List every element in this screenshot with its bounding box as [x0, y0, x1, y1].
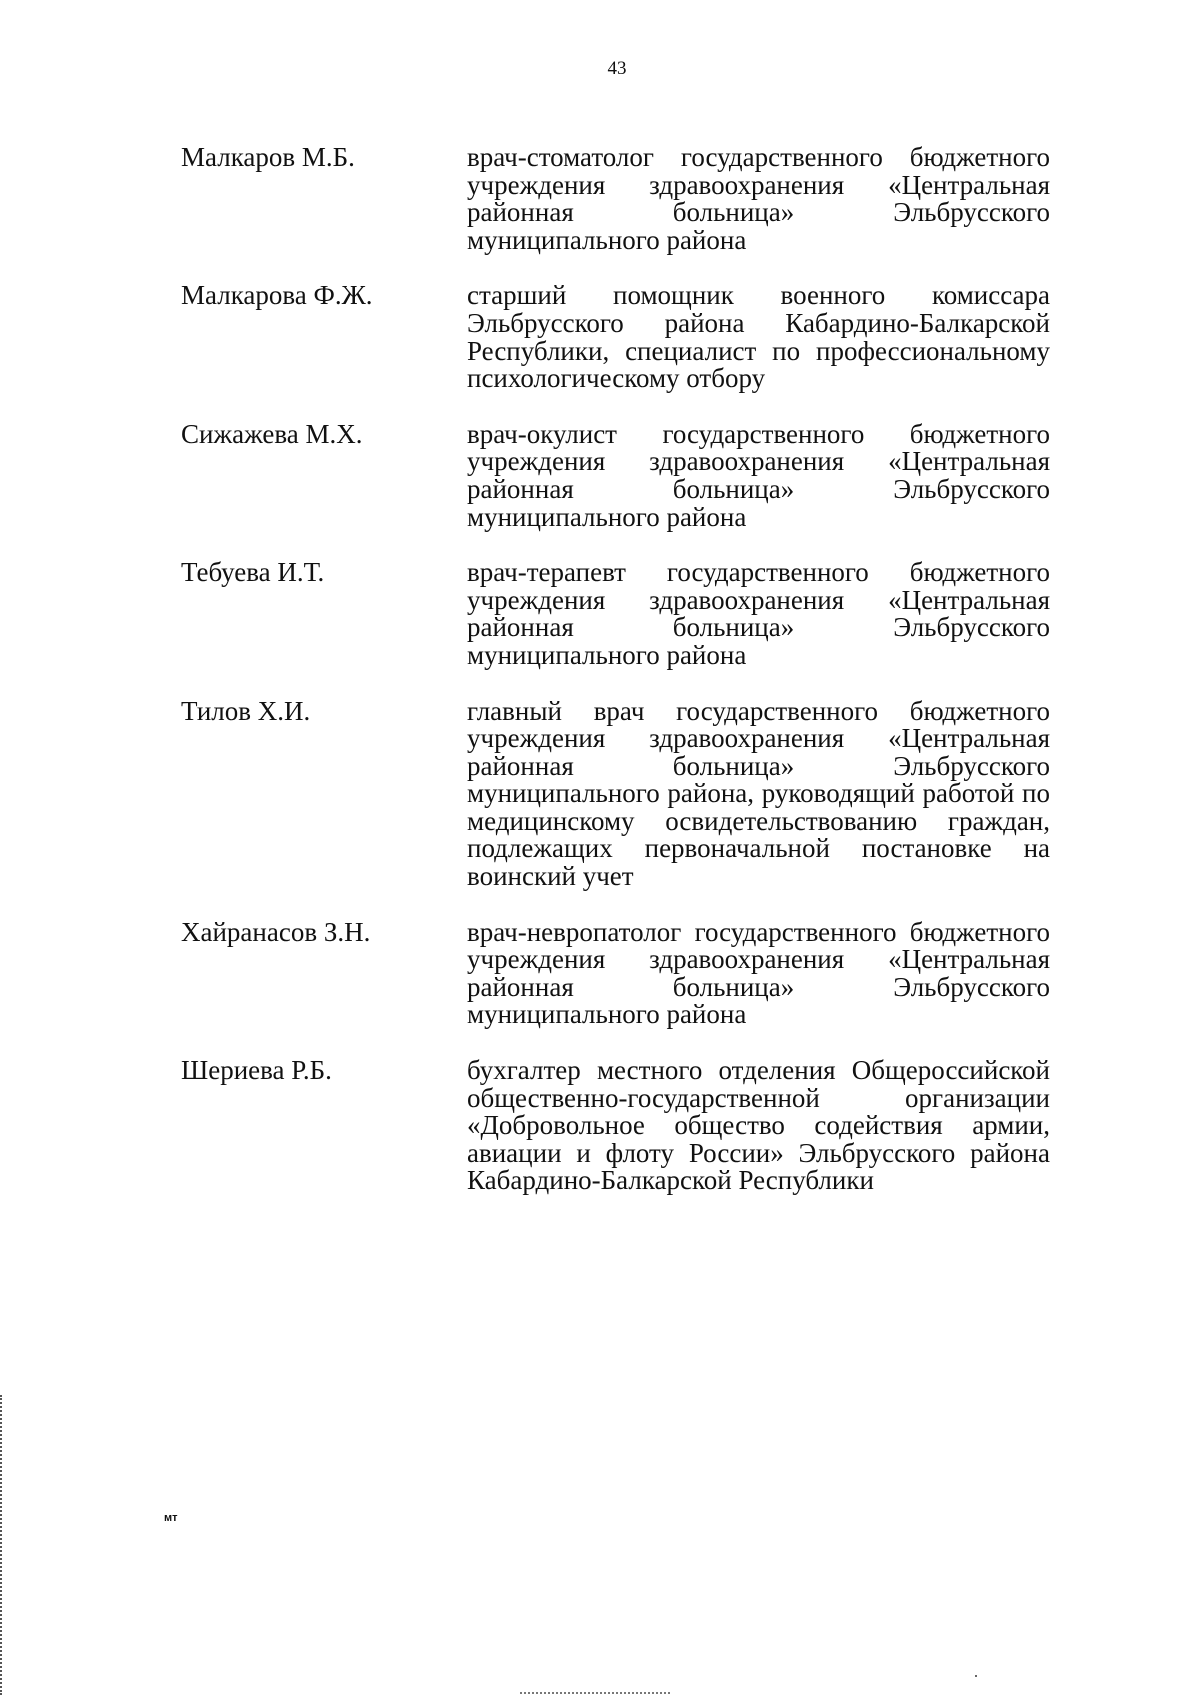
member-entry: [0, 1057, 1200, 1195]
member-position: старший помощник военного комиссара Эльбрусского района Кабардино-Балкарской Республики, специалист по профессиональному психологическому отбору: [467, 280, 1050, 394]
member-entry: [0, 282, 1200, 392]
member-name: Сижажева М.Х.: [181, 418, 363, 449]
member-position: врач-стоматолог государственного бюджетного учреждения здравоохранения «Центральная районная больница» Эльбрусского муниципального района: [467, 142, 1050, 255]
member-entry: [0, 916, 1200, 1030]
member-name: Малкаров М.Б.: [181, 142, 355, 172]
member-list: [0, 144, 1200, 1223]
member-position: главный врач государственного бюджетного учреждения здравоохранения «Центральная районная больница» Эльбрусского муниципального района, руководящий работой по медицинскому освидетельствованию граждан, подлежащих первоначальной постановке на воинский учет: [467, 695, 1050, 892]
member-entry: [0, 418, 1200, 532]
member-name: Шериева Р.Б.: [181, 1055, 332, 1086]
member-name: Тебуева И.Т.: [181, 557, 325, 588]
scan-edge-mark: [0, 1395, 4, 1695]
member-name: Хайранасов З.Н.: [181, 916, 371, 947]
footer-marker: мт: [164, 1512, 178, 1524]
member-position: бухгалтер местного отделения Общероссийской общественно-государственной организации «Добровольное общество содействия армии, авиации и флоту России» Эльбрусского района Кабардино-Балкарской Республики: [467, 1055, 1050, 1196]
member-entry: [0, 695, 1200, 892]
member-name: Тилов Х.И.: [181, 695, 311, 726]
member-position: врач-окулист государственного бюджетного учреждения здравоохранения «Центральная районная больница» Эльбрусского муниципального района: [467, 418, 1050, 532]
member-entry: [0, 144, 1200, 254]
member-entry: [0, 559, 1200, 669]
page-number: 43: [607, 58, 627, 79]
member-position: врач-невропатолог государственного бюджетного учреждения здравоохранения «Центральная районная больница» Эльбрусского муниципального района: [467, 916, 1050, 1030]
scan-speck: [975, 1675, 977, 1677]
scan-bottom-mark: [520, 1692, 670, 1694]
member-name: Малкарова Ф.Ж.: [181, 280, 373, 311]
member-position: врач-терапевт государственного бюджетного учреждения здравоохранения «Центральная районная больница» Эльбрусского муниципального района: [467, 557, 1050, 670]
